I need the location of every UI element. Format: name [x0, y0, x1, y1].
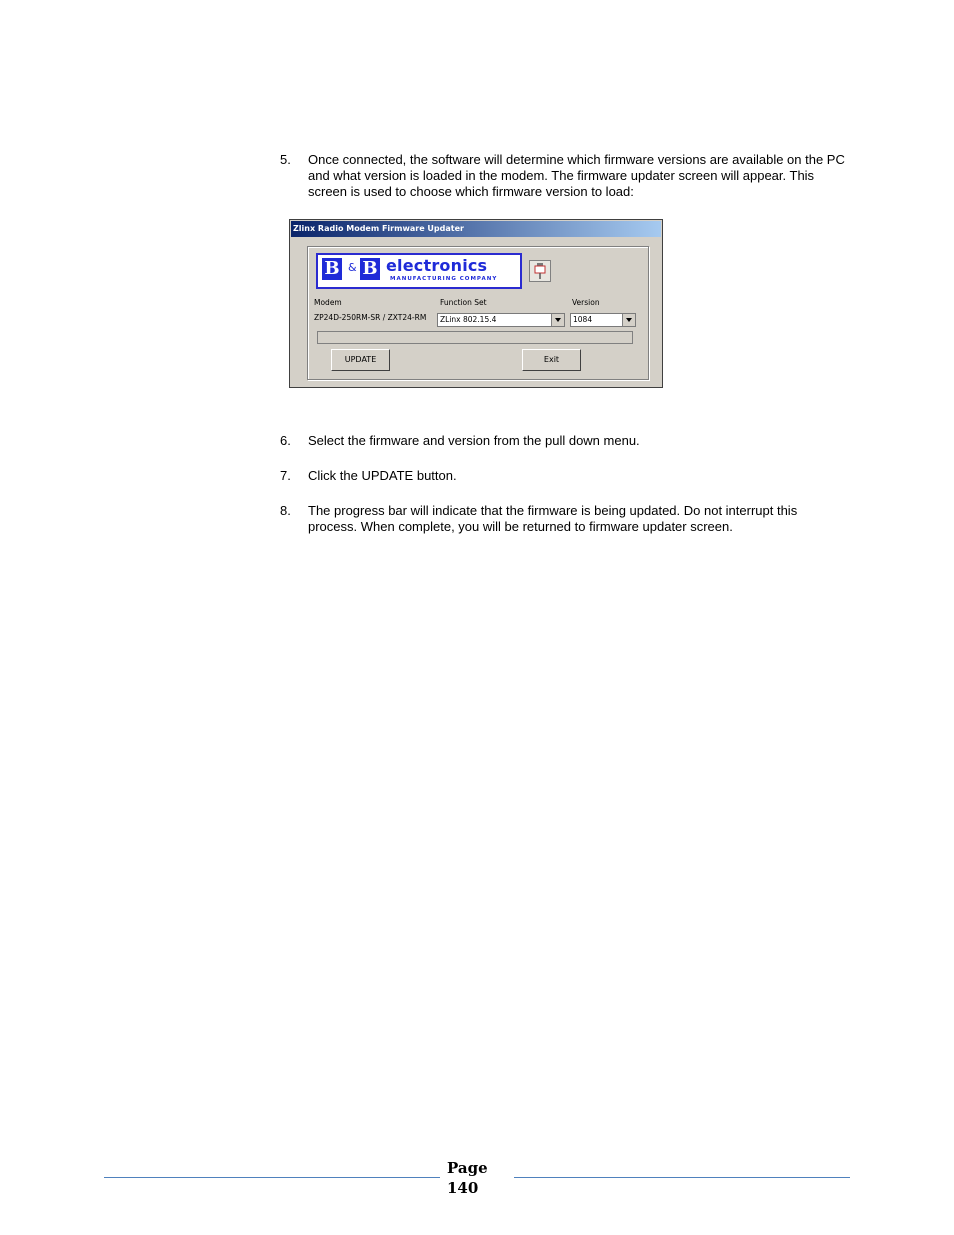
progress-bar: [317, 331, 633, 344]
step-number: 7.: [280, 468, 291, 483]
page-number: [447, 1158, 491, 1198]
page-value: 140: [447, 1179, 479, 1197]
logo-subtitle: MANUFACTURING COMPANY: [390, 276, 498, 282]
bb-electronics-logo: [316, 253, 522, 289]
plug-icon[interactable]: [529, 260, 551, 282]
step-text: Once connected, the software will determine which firmware versions are available on the PC and what version is loaded in the modem. The firmware updater screen will appear. This screen is used to choose which firmware version to load:: [308, 152, 845, 199]
exit-button[interactable]: Exit: [522, 349, 581, 371]
chevron-down-icon[interactable]: [622, 314, 635, 326]
function-set-value: ZLinx 802.15.4: [440, 315, 497, 324]
version-select[interactable]: [570, 313, 636, 327]
firmware-updater-dialog: [289, 219, 663, 388]
step-number: 8.: [280, 503, 291, 518]
chevron-down-icon[interactable]: [551, 314, 564, 326]
footer-rule-left: [104, 1177, 440, 1178]
page-word: Page: [447, 1159, 488, 1177]
modem-value: ZP24D-250RM-SR / ZXT24-RM: [314, 313, 427, 322]
function-set-select[interactable]: [437, 313, 565, 327]
step-text: The progress bar will indicate that the firmware is being updated. Do not interrupt this process. When complete, you will be returned to firmware updater screen.: [308, 503, 798, 534]
version-value: 1084: [573, 315, 593, 324]
version-label: Version: [572, 298, 600, 307]
step-number: 5.: [280, 152, 291, 167]
logo-letter: B: [360, 258, 380, 280]
step-text: Select the firmware and version from the pull down menu.: [308, 433, 640, 448]
update-button[interactable]: UPDATE: [331, 349, 390, 371]
function-set-label: Function Set: [440, 298, 487, 307]
logo-letter: B: [322, 258, 342, 280]
footer-rule-right: [514, 1177, 850, 1178]
logo-ampersand: &: [348, 261, 357, 274]
dialog-title: Zlinx Radio Modem Firmware Updater: [291, 221, 661, 237]
logo-word: electronics: [386, 256, 488, 275]
modem-label: Modem: [314, 298, 342, 307]
step-text: Click the UPDATE button.: [308, 468, 457, 483]
step-number: 6.: [280, 433, 291, 448]
